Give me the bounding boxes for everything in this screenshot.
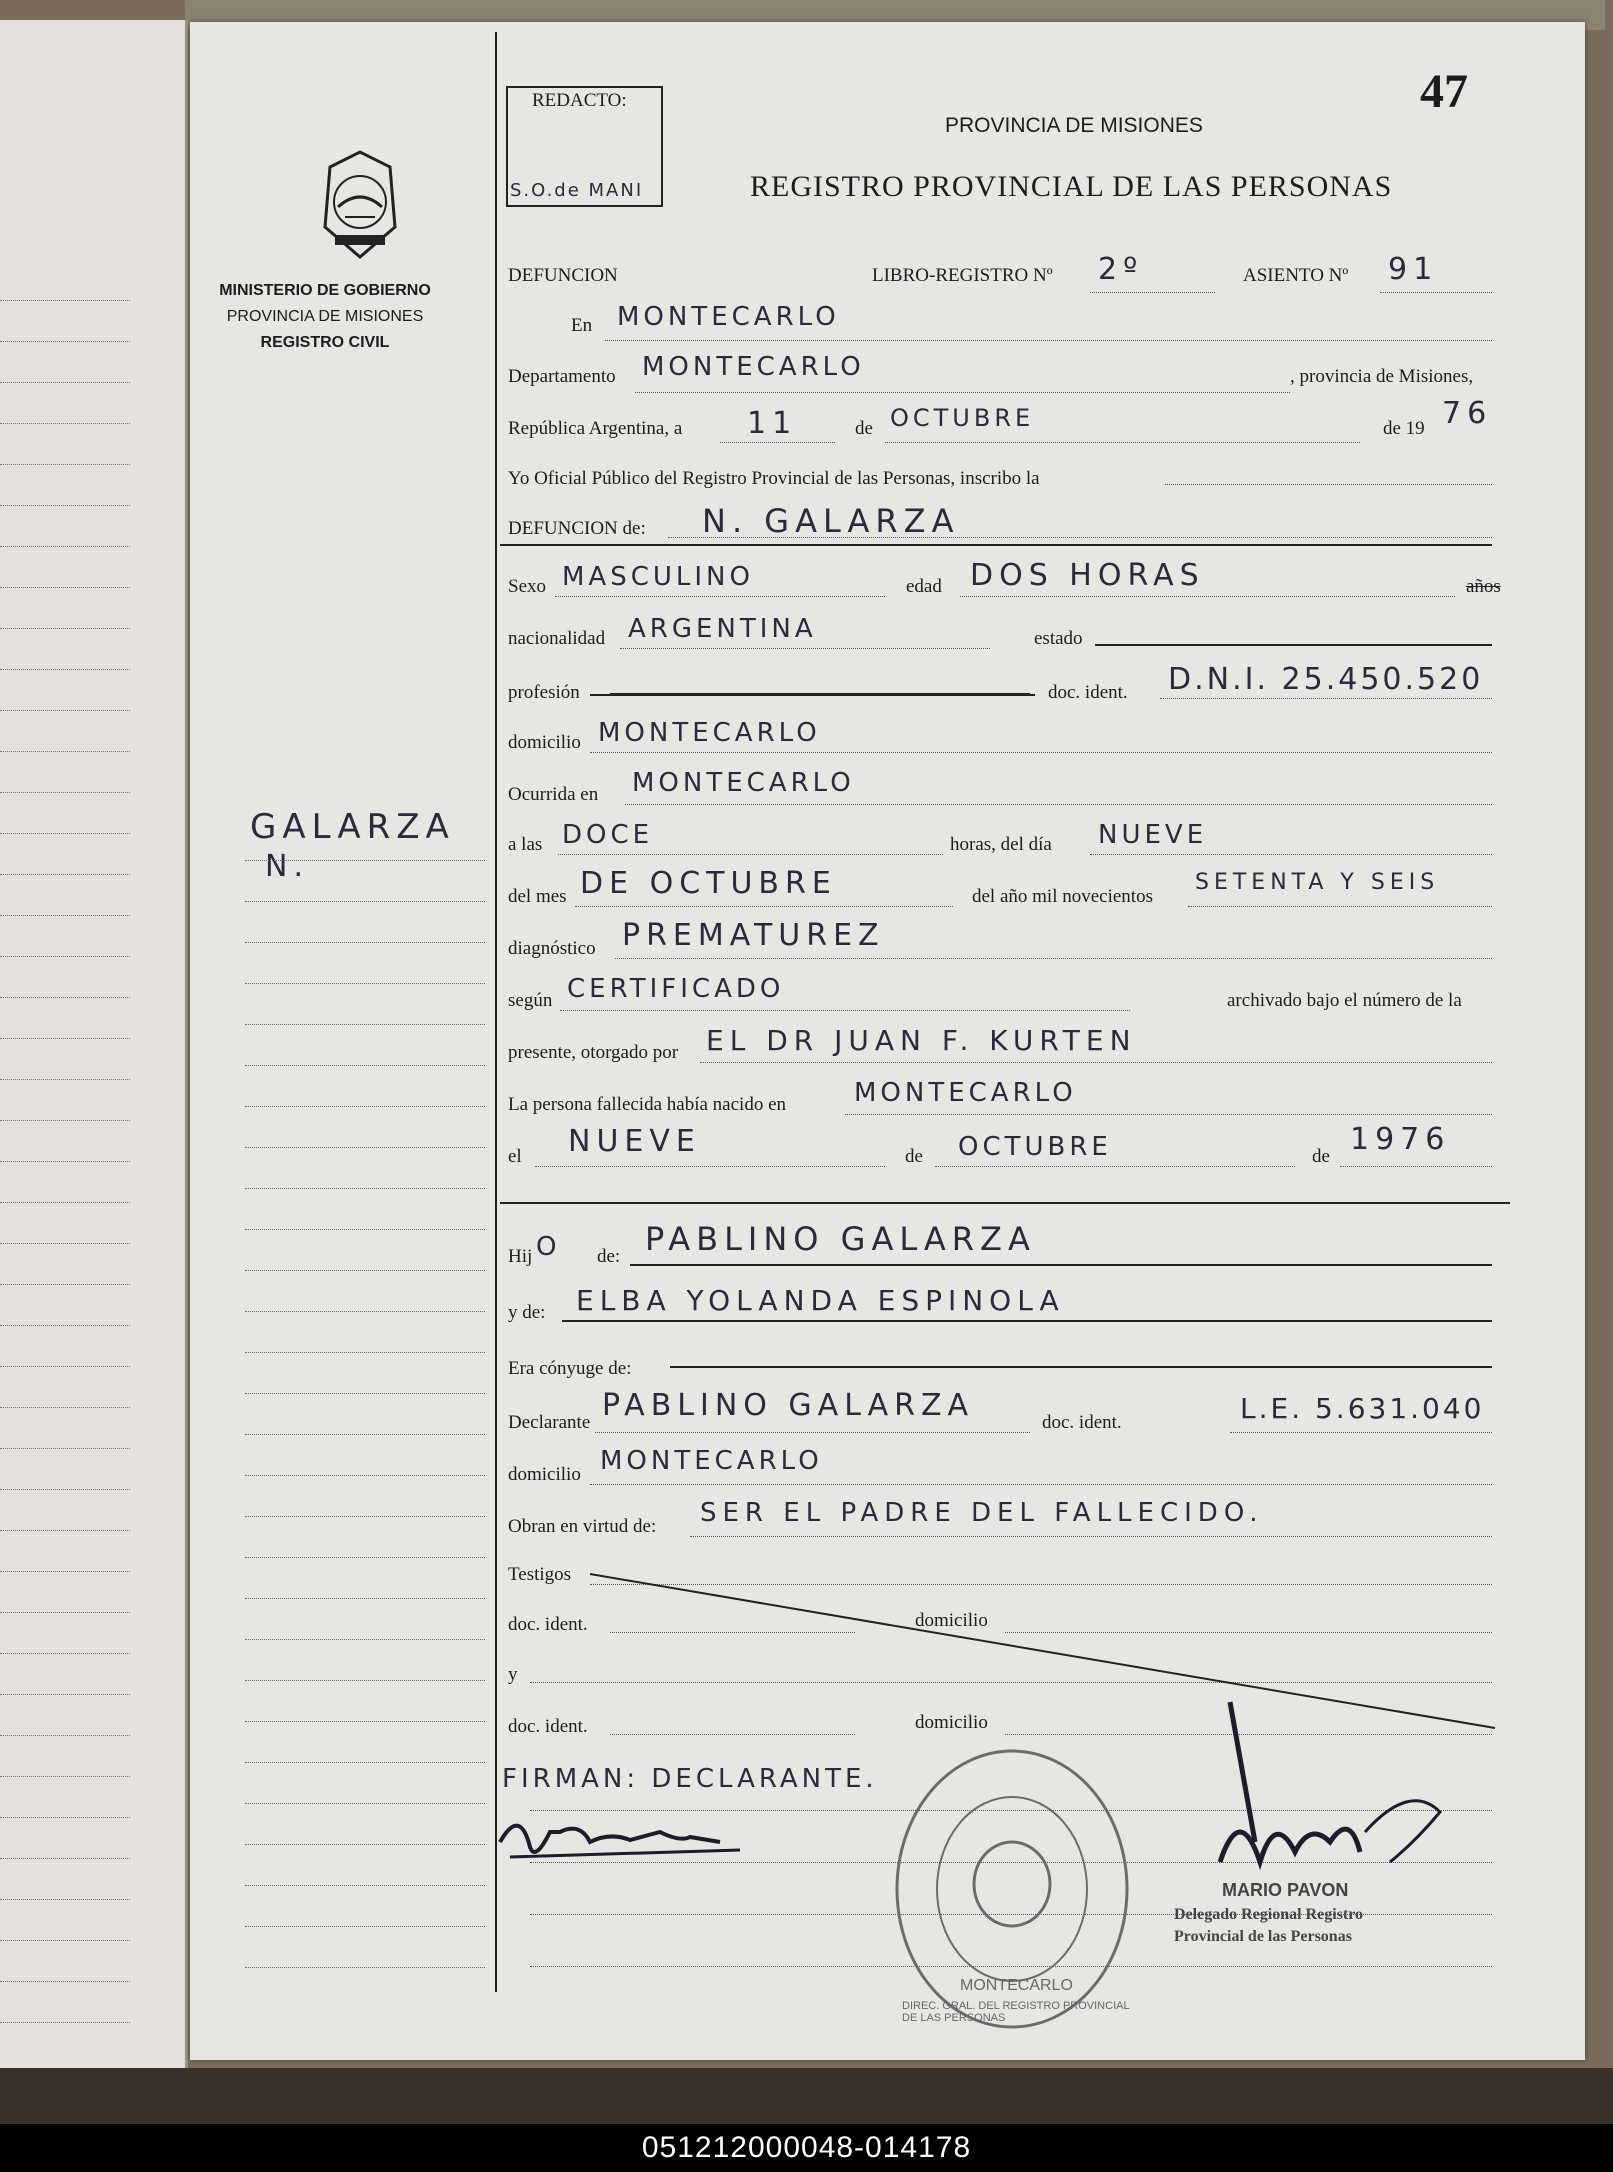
death-record-page bbox=[190, 22, 1585, 2060]
ocurrida-label: Ocurrida en bbox=[508, 784, 599, 805]
y-de-label: y de: bbox=[508, 1302, 546, 1323]
page-number: 47 bbox=[1420, 65, 1468, 118]
domicilio-value: MONTECARLO bbox=[598, 718, 821, 748]
official-name: MARIO PAVON bbox=[1222, 1880, 1349, 1900]
left-page-rule bbox=[0, 669, 130, 670]
obran-label: Obran en virtud de: bbox=[508, 1516, 657, 1537]
segun-label: según bbox=[508, 990, 553, 1011]
margin-surname: GALARZA bbox=[250, 807, 455, 847]
left-page-rule bbox=[0, 1161, 130, 1162]
testigo2-doc-label: doc. ident. bbox=[508, 1716, 588, 1737]
left-page-rule bbox=[0, 751, 130, 752]
left-page-rule bbox=[0, 1202, 130, 1203]
segun-value: CERTIFICADO bbox=[567, 974, 785, 1004]
yo-oficial-text: Yo Oficial Público del Registro Provincial de las Personas, inscribo la bbox=[508, 468, 1040, 489]
asiento-label: ASIENTO Nº bbox=[1243, 265, 1349, 286]
ocurrida-value: MONTECARLO bbox=[632, 768, 855, 798]
del-mes-label: del mes bbox=[508, 886, 567, 907]
left-page-rule bbox=[0, 1776, 130, 1777]
republica-label: República Argentina, a bbox=[508, 418, 683, 439]
departamento-label: Departamento bbox=[508, 366, 616, 387]
left-page-rule bbox=[0, 792, 130, 793]
left-page-rule bbox=[0, 1571, 130, 1572]
nacionalidad-value: ARGENTINA bbox=[628, 614, 817, 644]
presente-label: presente, otorgado por bbox=[508, 1042, 679, 1063]
el-mes-value: OCTUBRE bbox=[958, 1132, 1112, 1162]
libro-label: LIBRO-REGISTRO Nº bbox=[872, 265, 1053, 286]
el-de2-label: de bbox=[1312, 1146, 1330, 1167]
dia-value: 11 bbox=[747, 406, 798, 441]
presente-value: EL DR JUAN F. KURTEN bbox=[706, 1024, 1137, 1057]
left-page-rule bbox=[0, 1243, 130, 1244]
official-title-1: Delegado Regional Registro bbox=[1174, 1906, 1364, 1923]
testigo1-doc-label: doc. ident. bbox=[508, 1614, 588, 1635]
conyuge-label: Era cónyuge de: bbox=[508, 1358, 632, 1379]
defuncion-de-label: DEFUNCION de: bbox=[508, 518, 646, 539]
left-page-rule bbox=[0, 1079, 130, 1080]
declarante-dom-value: MONTECARLO bbox=[600, 1446, 823, 1476]
nacido-value: MONTECARLO bbox=[854, 1078, 1077, 1108]
left-page-rule bbox=[0, 587, 130, 588]
redacto-value: S.O.de MANI bbox=[510, 180, 644, 201]
page-bottom-shadow bbox=[0, 2068, 1613, 2124]
left-page-rule bbox=[0, 1489, 130, 1490]
en-value: MONTECARLO bbox=[617, 302, 840, 332]
el-anio-value: 1976 bbox=[1350, 1122, 1451, 1157]
de19-label: de 19 bbox=[1383, 418, 1425, 439]
diagnostico-value: PREMATUREZ bbox=[622, 918, 885, 953]
testigo2-dom-label: domicilio bbox=[915, 1712, 988, 1733]
firman-text: FIRMAN: DECLARANTE. bbox=[502, 1764, 878, 1794]
left-page-rule bbox=[0, 1653, 130, 1654]
left-page-rule bbox=[0, 1366, 130, 1367]
ministry-line-1: MINISTERIO DE GOBIERNO bbox=[219, 282, 431, 299]
deceased-name: N. GALARZA bbox=[702, 502, 960, 540]
seal-ring-text: DIREC. GRAL. DEL REGISTRO PROVINCIAL DE LAS PERSONAS bbox=[902, 2000, 1130, 2024]
horas-value: NUEVE bbox=[1098, 820, 1208, 850]
mother-name: ELBA YOLANDA ESPINOLA bbox=[576, 1284, 1065, 1317]
en-label: En bbox=[571, 315, 593, 336]
el-value: NUEVE bbox=[568, 1124, 701, 1159]
left-page-rule bbox=[0, 1694, 130, 1695]
profesion-label: profesión bbox=[508, 682, 580, 703]
left-page-rule bbox=[0, 956, 130, 957]
left-page-rule bbox=[0, 833, 130, 834]
domicilio-label: domicilio bbox=[508, 732, 581, 753]
declarante-doc-label: doc. ident. bbox=[1042, 1412, 1122, 1433]
estado-label: estado bbox=[1034, 628, 1083, 649]
father-name: PABLINO GALARZA bbox=[645, 1220, 1036, 1258]
sexo-value: MASCULINO bbox=[562, 562, 754, 592]
image-code: 051212000048-014178 bbox=[0, 2124, 1613, 2172]
defuncion-heading: DEFUNCION bbox=[508, 265, 618, 286]
left-page bbox=[0, 20, 188, 2070]
left-page-rule bbox=[0, 628, 130, 629]
departamento-value: MONTECARLO bbox=[642, 352, 865, 382]
doc-ident-label: doc. ident. bbox=[1048, 682, 1128, 703]
provincia-suffix: , provincia de Misiones, bbox=[1290, 366, 1474, 387]
mes-value: OCTUBRE bbox=[890, 404, 1035, 432]
testigo-y-label: y bbox=[508, 1664, 518, 1685]
left-page-rule bbox=[0, 382, 130, 383]
nacionalidad-label: nacionalidad bbox=[508, 628, 606, 649]
left-page-rule bbox=[0, 915, 130, 916]
left-page-rule bbox=[0, 1981, 130, 1982]
declarante-doc-value: L.E. 5.631.040 bbox=[1240, 1392, 1485, 1425]
doc-ident-value: D.N.I. 25.450.520 bbox=[1168, 662, 1484, 697]
left-page-rule bbox=[0, 1120, 130, 1121]
archivado-label: archivado bajo el número de la bbox=[1227, 990, 1462, 1011]
left-page-rule bbox=[0, 1038, 130, 1039]
anio-value: 76 bbox=[1442, 396, 1493, 431]
hij-suffix: O bbox=[536, 1232, 561, 1262]
left-page-rule bbox=[0, 341, 130, 342]
left-page-rule bbox=[0, 1817, 130, 1818]
left-page-rule bbox=[0, 1530, 130, 1531]
declarante-value: PABLINO GALARZA bbox=[602, 1388, 975, 1423]
registry-title: REGISTRO PROVINCIAL DE LAS PERSONAS bbox=[750, 170, 1393, 203]
left-page-rule bbox=[0, 2022, 130, 2023]
province-title: PROVINCIA DE MISIONES bbox=[945, 114, 1203, 137]
el-de-label: de bbox=[905, 1146, 923, 1167]
left-page-rule bbox=[0, 464, 130, 465]
a-las-label: a las bbox=[508, 834, 543, 855]
left-page-rule bbox=[0, 1858, 130, 1859]
declarante-label: Declarante bbox=[508, 1412, 591, 1433]
redacto-label: REDACTO: bbox=[532, 90, 627, 111]
ministry-line-2: PROVINCIA DE MISIONES bbox=[226, 308, 424, 325]
left-page-rule bbox=[0, 1325, 130, 1326]
left-page-rule bbox=[0, 1284, 130, 1285]
hij-de-label: de: bbox=[597, 1246, 621, 1267]
hij-label: Hij bbox=[508, 1246, 533, 1267]
del-anio-label: del año mil novecientos bbox=[972, 886, 1153, 907]
left-page-rule bbox=[0, 874, 130, 875]
nacido-label: La persona fallecida había nacido en bbox=[508, 1094, 786, 1115]
left-page-rule bbox=[0, 1940, 130, 1941]
del-mes-value: DE OCTUBRE bbox=[580, 866, 837, 901]
official-title-2: Provincial de las Personas bbox=[1174, 1928, 1352, 1945]
official-signature-icon bbox=[1200, 1692, 1450, 1892]
sexo-label: Sexo bbox=[508, 576, 546, 597]
left-page-rule bbox=[0, 546, 130, 547]
a-las-value: DOCE bbox=[562, 820, 654, 850]
el-label: el bbox=[508, 1146, 522, 1167]
left-page-rule bbox=[0, 1407, 130, 1408]
ministry-line-3: REGISTRO CIVIL bbox=[260, 334, 390, 351]
declarant-signature-icon bbox=[490, 1802, 750, 1872]
left-page-rule bbox=[0, 710, 130, 711]
libro-value: 2º bbox=[1098, 252, 1144, 287]
left-page-rule bbox=[0, 1899, 130, 1900]
left-page-rule bbox=[0, 300, 130, 301]
obran-value: SER EL PADRE DEL FALLECIDO. bbox=[700, 1498, 1264, 1528]
left-page-rule bbox=[0, 1612, 130, 1613]
de-label: de bbox=[855, 418, 873, 439]
left-page-rule bbox=[0, 1448, 130, 1449]
horas-label: horas, del día bbox=[950, 834, 1052, 855]
seal-inner-text: MONTECARLO bbox=[960, 1977, 1073, 1994]
testigo1-dom-label: domicilio bbox=[915, 1610, 988, 1631]
edad-value: DOS HORAS bbox=[970, 558, 1205, 593]
del-anio-value: SETENTA Y SEIS bbox=[1195, 870, 1440, 895]
left-page-rule bbox=[0, 1735, 130, 1736]
edad-label: edad bbox=[906, 576, 942, 597]
declarante-dom-label: domicilio bbox=[508, 1464, 581, 1485]
left-page-rule bbox=[0, 505, 130, 506]
testigos-label: Testigos bbox=[508, 1564, 572, 1585]
margin-initial: N. bbox=[265, 849, 309, 884]
diagnostico-label: diagnóstico bbox=[508, 938, 596, 959]
asiento-value: 91 bbox=[1388, 252, 1439, 287]
left-page-rule bbox=[0, 997, 130, 998]
anios-label: años bbox=[1466, 576, 1501, 597]
left-page-rule bbox=[0, 423, 130, 424]
